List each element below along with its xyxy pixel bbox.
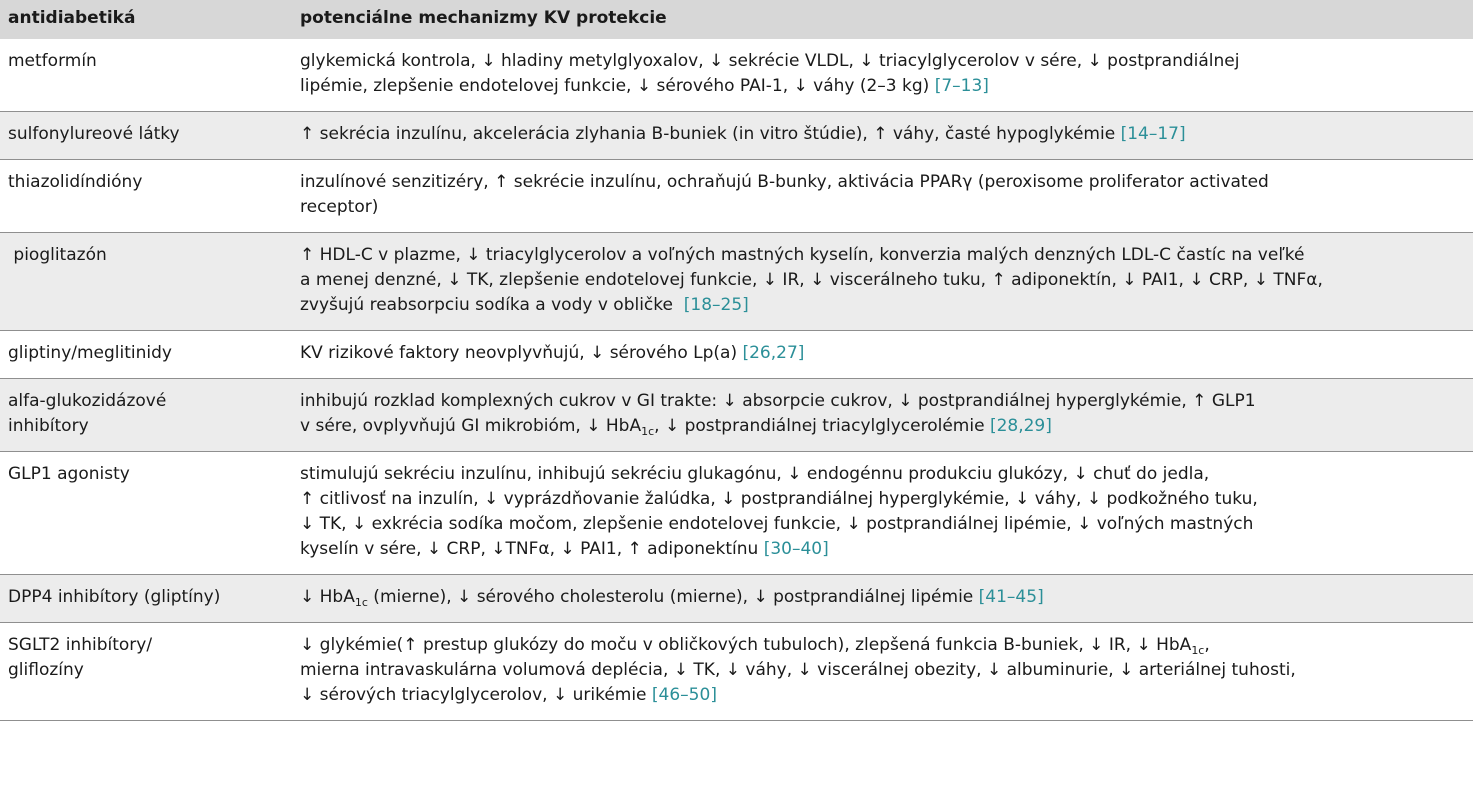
mechanism-cell [288,623,1473,721]
mechanism-cell [288,379,1473,452]
drug-name: metformín [0,39,288,112]
reference-link[interactable]: [7–13] [934,76,989,96]
table-row [0,160,1473,233]
table-row [0,331,1473,379]
mechanism-line: a menej denzné, ↓ TK, zlepšenie endotelovej funkcie, ↓ IR, ↓ viscerálneho tuku, ↑ adiponektín, ↓ PAI1, ↓ CRP, ↓ TNFα, [300,270,1323,290]
drug-name: pioglitazón [0,233,288,331]
drug-name-line: gliflozíny [8,660,84,680]
mechanism-text: ↓ sérových triacylglycerolov, ↓ urikémie [300,685,652,705]
mechanism-text: lipémie, zlepšenie endotelovej funkcie, ↓ sérového PAI-1, ↓ váhy (2–3 kg) [300,76,935,96]
table-row [0,575,1473,623]
mechanism-line [300,414,1461,439]
mechanism-line: glykemická kontrola, ↓ hladiny metylglyoxalov, ↓ sekrécie VLDL, ↓ triacylglycerolov v sére, ↓ postprandiálnej [300,51,1240,71]
drug-name: GLP1 agonisty [0,452,288,575]
reference-link[interactable]: [28,29] [989,416,1052,436]
subscript-text: 1c [641,425,655,438]
mechanism-line [300,122,1461,147]
reference-link[interactable]: [41–45] [978,587,1044,607]
mechanism-line [300,633,1461,658]
mechanism-line: inzulínové senzitizéry, ↑ sekrécie inzulínu, ochraňujú B-bunky, aktivácia PPARγ (peroxisome proliferator activated [300,172,1269,192]
reference-link[interactable]: [46–50] [651,685,717,705]
table-row [0,39,1473,112]
subscript-text: 1c [354,596,368,609]
mechanism-text: ↑ sekrécia inzulínu, akcelerácia zlyhania B-buniek (in vitro štúdie), ↑ váhy, časté hypoglykémie [300,124,1121,144]
mechanism-text: ↓ glykémie(↑ prestup glukózy do moču v obličkových tubuloch), zlepšená funkcia B-buniek, ↓ IR, ↓ HbA [300,635,1192,655]
mechanism-line: inhibujú rozklad komplexných cukrov v GI trakte: ↓ absorpcie cukrov, ↓ postprandiálnej hyperglykémie, ↑ GLP1 [300,391,1256,411]
table-row [0,379,1473,452]
reference-link[interactable]: [30–40] [763,539,829,559]
mechanism-line: mierna intravaskulárna volumová deplécia, ↓ TK, ↓ váhy, ↓ viscerálnej obezity, ↓ albuminurie, ↓ arteriálnej tuhosti, [300,660,1296,680]
mechanism-cell [288,452,1473,575]
mechanism-cell [288,112,1473,160]
mechanism-text: (mierne), ↓ sérového cholesterolu (mierne), ↓ postprandiálnej lipémie [367,587,979,607]
mechanism-line [300,537,1461,562]
reference-link[interactable]: [26,27] [742,343,805,363]
mechanism-cell [288,39,1473,112]
table-row [0,112,1473,160]
mechanism-line: ↑ citlivosť na inzulín, ↓ vyprázdňovanie žalúdka, ↓ postprandiálnej hyperglykémie, ↓ váhy, ↓ podkožného tuku, [300,489,1258,509]
mechanism-cell [288,331,1473,379]
mechanism-line [300,293,1461,318]
table-row [0,623,1473,721]
mechanism-text: KV rizikové faktory neovplyvňujú, ↓ sérového Lp(a) [300,343,743,363]
drug-name-line: SGLT2 inhibítory/ [8,635,153,655]
mechanism-line: ↓ TK, ↓ exkrécia sodíka močom, zlepšenie endotelovej funkcie, ↓ postprandiálnej lipémie, ↓ voľných mastných [300,514,1254,534]
table-header-row [0,0,1473,39]
mechanism-text: zvyšujú reabsorpciu sodíka a vody v obličke [300,295,684,315]
mechanism-text: ↓ HbA [300,587,355,607]
mechanism-line: stimulujú sekréciu inzulínu, inhibujú sekréciu glukagónu, ↓ endogénnu produkciu glukózy, ↓ chuť do jedla, [300,464,1210,484]
mechanism-text: , [1204,635,1210,655]
mechanism-line [300,74,1461,99]
subscript-text: 1c [1191,644,1205,657]
mechanism-line [300,341,1461,366]
header-antidiabetics: antidiabetiká [0,0,288,39]
drug-name-line: inhibítory [8,416,89,436]
mechanism-text: , ↓ postprandiálnej triacylglycerolémie [654,416,990,436]
mechanism-cell [288,160,1473,233]
reference-link[interactable]: [14–17] [1120,124,1186,144]
mechanism-text: v sére, ovplyvňujú GI mikrobióm, ↓ HbA [300,416,642,436]
mechanism-line [300,683,1461,708]
table-row [0,233,1473,331]
table-row [0,452,1473,575]
drug-name-line: alfa-glukozidázové [8,391,167,411]
drug-name [0,623,288,721]
mechanism-line: ↑ HDL-C v plazme, ↓ triacylglycerolov a voľných mastných kyselín, konverzia malých denzných LDL-C častíc na veľké [300,245,1305,265]
drug-name: gliptiny/meglitinidy [0,331,288,379]
drug-name [0,379,288,452]
drug-name: thiazolidíndióny [0,160,288,233]
mechanism-line [300,585,1461,610]
mechanism-cell [288,575,1473,623]
mechanism-line: receptor) [300,197,379,217]
mechanism-cell [288,233,1473,331]
drug-name: DPP4 inhibítory (gliptíny) [0,575,288,623]
mechanism-text: kyselín v sére, ↓ CRP, ↓TNFα, ↓ PAI1, ↑ adiponektínu [300,539,764,559]
header-mechanisms: potenciálne mechanizmy KV protekcie [288,0,1473,39]
drug-name: sulfonylureové látky [0,112,288,160]
reference-link[interactable]: [18–25] [683,295,749,315]
